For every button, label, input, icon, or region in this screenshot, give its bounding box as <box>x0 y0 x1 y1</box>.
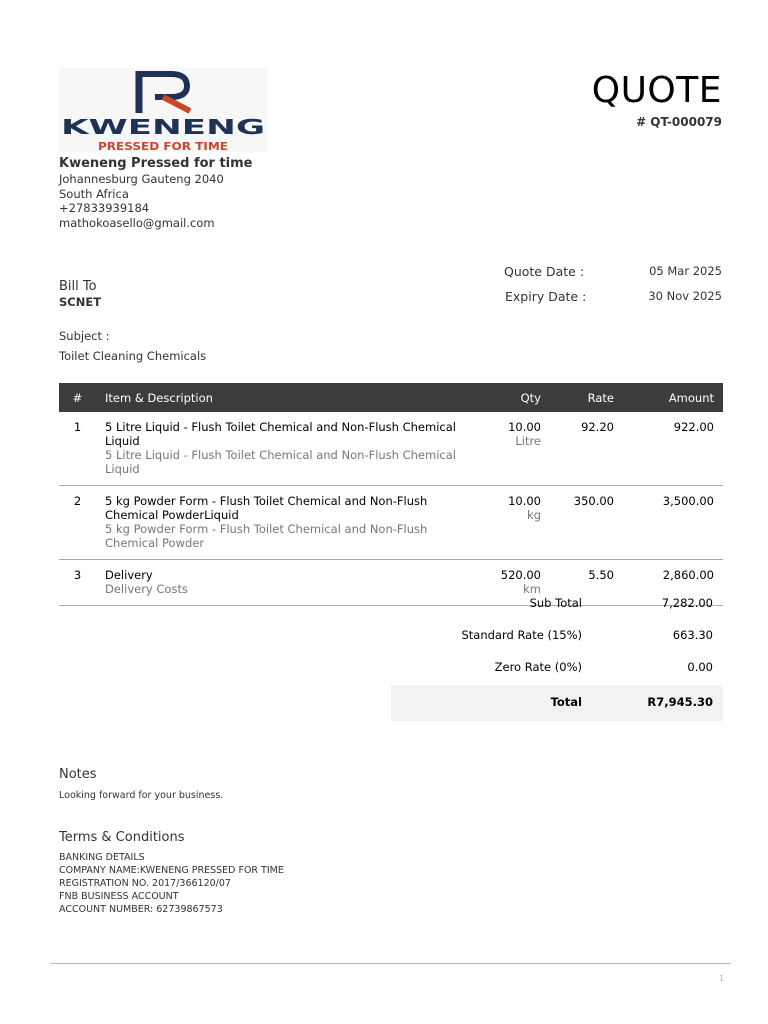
terms-line: ACCOUNT NUMBER: 62739867573 <box>59 904 223 915</box>
qty-cell <box>477 412 550 486</box>
zero-rate-label: Zero Rate (0%) <box>494 660 582 674</box>
item-cell <box>96 412 477 486</box>
item-name: 5 Litre Liquid - Flush Toilet Chemical and Non-Flush Chemical Liquid <box>105 420 456 448</box>
terms-title: Terms & Conditions <box>59 830 185 845</box>
row-number: 1 <box>59 412 96 486</box>
amount-value: 922.00 <box>623 412 723 486</box>
terms-line: REGISTRATION NO. 2017/366120/07 <box>59 878 231 889</box>
quote-date-label: Quote Date : <box>504 264 585 279</box>
quote-date-value: 05 Mar 2025 <box>649 264 722 278</box>
standard-rate-label: Standard Rate (15%) <box>461 628 582 642</box>
expiry-date-value: 30 Nov 2025 <box>648 289 722 303</box>
kweneng-logo-graphic <box>59 68 267 152</box>
qty-value: 10.00 <box>508 420 541 434</box>
col-header-item: Item & Description <box>105 390 213 405</box>
company-country: South Africa <box>59 187 129 201</box>
col-header-rate: Rate <box>587 390 614 405</box>
logo-tagline: PRESSED FOR TIME <box>98 140 228 152</box>
terms-line: COMPANY NAME:KWENENG PRESSED FOR TIME <box>59 865 284 876</box>
qty-unit: Litre <box>515 434 541 448</box>
terms-line: BANKING DETAILS <box>59 852 145 863</box>
subject-label: Subject : <box>59 329 110 343</box>
item-description: 5 kg Powder Form - Flush Toilet Chemical and Non-Flush Chemical Powder <box>105 522 428 550</box>
company-name: Kweneng Pressed for time <box>59 156 253 171</box>
rate-value: 5.50 <box>550 560 623 606</box>
logo-wordmark: KWENENG <box>61 115 265 139</box>
item-description: Delivery Costs <box>105 582 188 596</box>
col-header-amount: Amount <box>668 390 714 405</box>
amount-value: 3,500.00 <box>623 486 723 560</box>
terms-line: FNB BUSINESS ACCOUNT <box>59 891 179 902</box>
row-number: 2 <box>59 486 96 560</box>
rate-value: 350.00 <box>550 486 623 560</box>
subject-value: Toilet Cleaning Chemicals <box>59 349 207 363</box>
qty-value: 520.00 <box>500 568 541 582</box>
items-table <box>59 383 723 606</box>
zero-rate-value: 0.00 <box>687 660 713 674</box>
col-header-qty: Qty <box>520 390 541 405</box>
page-number: 1 <box>718 974 724 983</box>
logo-monogram-bowl <box>139 74 187 97</box>
standard-rate-value: 663.30 <box>672 628 713 642</box>
bill-to-label: Bill To <box>59 279 97 294</box>
item-cell <box>96 486 477 560</box>
company-address-line: Johannesburg Gauteng 2040 <box>59 172 224 186</box>
notes-text: Looking forward for your business. <box>59 790 224 801</box>
qty-unit: kg <box>527 508 541 522</box>
company-phone: +27833939184 <box>59 201 150 215</box>
quote-number: # QT-000079 <box>636 115 722 129</box>
amount-value: 2,860.00 <box>623 560 723 606</box>
table-row <box>59 412 723 486</box>
col-header-number: # <box>72 390 83 405</box>
item-cell <box>96 560 477 606</box>
item-name: Delivery <box>105 568 153 582</box>
table-header-row <box>59 383 723 412</box>
company-logo <box>59 68 267 152</box>
table-row <box>59 560 723 606</box>
sub-total-label: Sub Total <box>529 596 582 610</box>
expiry-date-label: Expiry Date : <box>505 289 587 304</box>
qty-cell <box>477 486 550 560</box>
document-title: QUOTE <box>591 70 722 111</box>
bill-to-name: SCNET <box>59 295 102 309</box>
notes-title: Notes <box>59 767 97 782</box>
rate-value: 92.20 <box>550 412 623 486</box>
company-email: mathokoasello@gmail.com <box>59 216 215 230</box>
table-row <box>59 486 723 560</box>
item-name: 5 kg Powder Form - Flush Toilet Chemical and Non-Flush Chemical PowderLiquid <box>105 494 428 522</box>
qty-value: 10.00 <box>508 494 541 508</box>
item-description: 5 Litre Liquid - Flush Toilet Chemical and Non-Flush Chemical Liquid <box>105 448 456 476</box>
sub-total-value: 7,282.00 <box>661 596 713 610</box>
footer-divider <box>51 963 731 964</box>
total-value: R7,945.30 <box>647 695 713 709</box>
qty-unit: km <box>523 582 541 596</box>
total-label: Total <box>550 695 582 709</box>
row-number: 3 <box>59 560 96 606</box>
